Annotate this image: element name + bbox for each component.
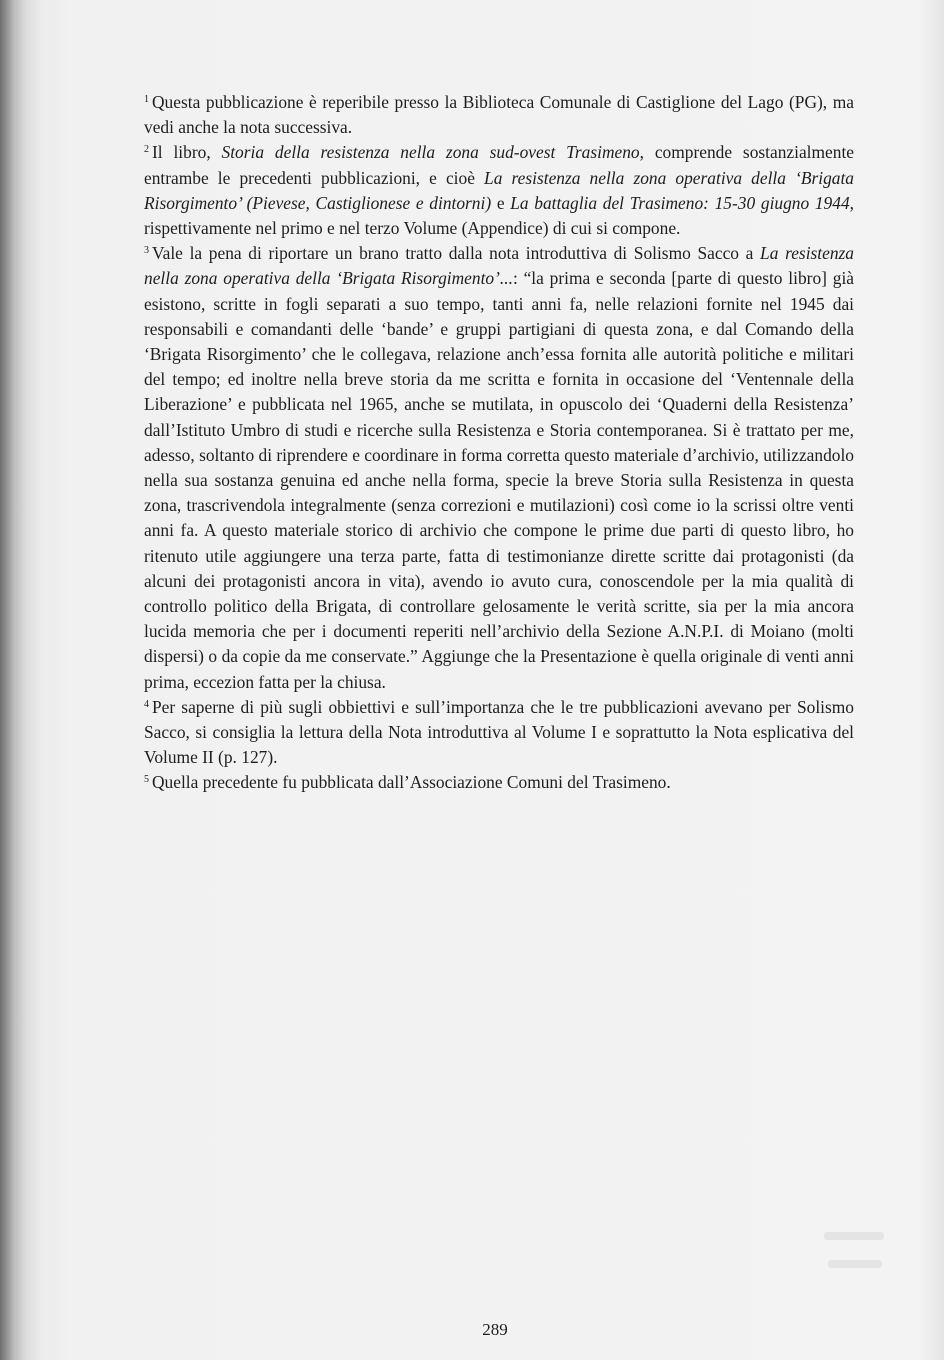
footnote-number: 2 bbox=[144, 144, 149, 156]
footnote-text-run: Vale la pena di riportare un brano tratto dalla nota introduttiva di Solismo Sacco a bbox=[152, 243, 761, 264]
footnote-text-run: Per saperne di più sugli obbiettivi e sull’importanza che le tre pubblicazioni avevano per Solismo Sacco, si consiglia la lettura della Nota introduttiva al Volume I e soprattutto la Nota esplicativa del Volume II (p. 127). bbox=[144, 696, 854, 768]
footnote-text-run: , rispettivamente nel primo e nel terzo Volume (Appendice) di cui si compone. bbox=[144, 192, 854, 239]
footnote-text-run: e bbox=[491, 192, 511, 213]
footnote-text bbox=[152, 772, 671, 792]
footnote-number: 4 bbox=[144, 698, 149, 710]
footnote-number: 1 bbox=[144, 94, 149, 105]
footnote-text bbox=[144, 142, 854, 238]
footnote bbox=[144, 770, 854, 795]
footnote-number: 5 bbox=[144, 774, 149, 786]
book-title: La resistenza nella zona operativa della ‘Brigata Risorgimento’... bbox=[144, 243, 854, 289]
show-through-mark bbox=[828, 1260, 882, 1268]
footnote bbox=[144, 241, 854, 695]
footnote-text-run: Quella precedente fu pubblicata dall’Associazione Comuni del Trasimeno. bbox=[152, 772, 671, 793]
book-title: La battaglia del Trasimeno: 15-30 giugno 1944 bbox=[510, 192, 850, 213]
footnote-text bbox=[144, 243, 854, 691]
page-number: 289 bbox=[482, 1320, 508, 1339]
footnote-text-run: , comprende sostanzialmente entrambe le precedenti pubblicazioni, e cioè bbox=[144, 142, 855, 188]
footnote-number: 3 bbox=[144, 245, 149, 257]
book-title: La resistenza nella zona operativa della ‘Brigata Risorgimento’ (Pievese, Castiglionese e dintorni) bbox=[144, 167, 854, 213]
footnote-text bbox=[144, 697, 854, 767]
show-through-mark bbox=[824, 1232, 884, 1240]
book-title: Storia della resistenza nella zona sud-ovest Trasimeno bbox=[221, 142, 640, 163]
footnote-text bbox=[144, 92, 854, 137]
footnote bbox=[144, 90, 854, 140]
footnote bbox=[144, 695, 854, 771]
page-edge-shadow bbox=[918, 0, 944, 1360]
footnote bbox=[144, 140, 854, 241]
footnotes-block bbox=[144, 90, 854, 796]
footnote-text-run: Questa pubblicazione è reperibile presso la Biblioteca Comunale di Castiglione del Lago (PG), ma vedi anche la nota successiva. bbox=[144, 92, 854, 138]
footnote-quote: : “la prima e seconda [parte di questo libro] già esistono, scritte in fogli separati a suo tempo, tanti anni fa, nelle relazioni fornite nel 1945 dai responsabili e comandanti delle ‘bande’ e gruppi partigiani di questa zona, e dal Comando della ‘Brigata Risorgimento’ che le collegava, relazione anch’essa fornita alle autorità politiche e militari del tempo; ed inoltre nella breve storia da me scritta e fornita in occasione del ‘Ventennale della Liberazione’ e pubblicata nel 1965, anche se mutilata, in opuscolo dei ‘Quaderni della Resistenza’ dall’Istituto Umbro di studi e ricerche sulla Resistenza e Storia contemporanea. Si è trattato per me, adesso, soltanto di riprendere e coordinare in forma corretta questo materiale d’archivio, utilizzandolo nella sua sostanza genuina ed anche nella forma, specie la breve Storia sulla Resistenza in questa zona, trascrivendola integralmente (senza correzioni e mutilazioni) così come io la scrissi oltre venti anni fa. A questo materiale storico di archivio che compone le prime due parti di questo libro, ho ritenuto utile aggiungere una terza parte, fatta di testimonianze dirette scritte dai protagonisti (da alcuni dei protagonisti ancora in vita), avendo io avuto cura, conoscendole per la mia qualità di controllo politico della Brigata, di controllare gelosamente le verità scritte, sia per la mia ancora lucida memoria che per i documenti reperiti nell’archivio della Sezione A.N.P.I. di Moiano (molti dispersi) o da copie da me conservate.” Aggiunge che la Presentazione è quella originale di venti anni prima, eccezion fatta per la chiusa. bbox=[144, 268, 854, 692]
footnote-text-run: Il libro, bbox=[152, 142, 222, 163]
